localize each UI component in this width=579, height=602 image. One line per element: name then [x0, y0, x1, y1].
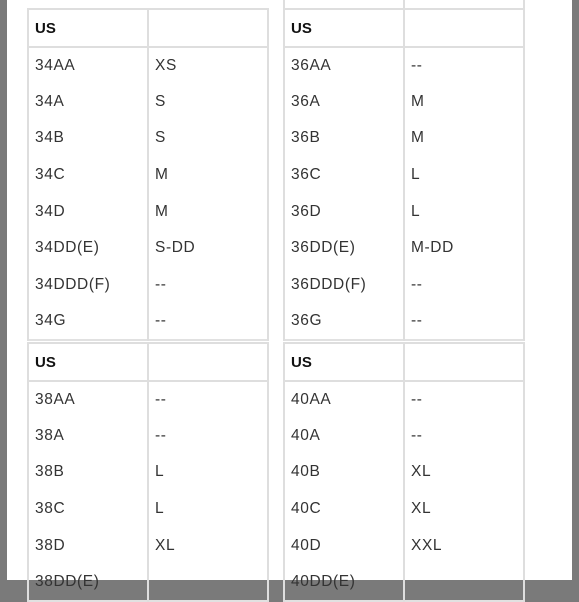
- letter-size-cell: XL: [404, 491, 524, 528]
- letter-size-cell: M-DD: [404, 230, 524, 267]
- us-size-cell: 38DD(E): [28, 564, 148, 601]
- letter-size-cell: --: [148, 418, 268, 455]
- table-row: [28, 381, 268, 418]
- header-size: [404, 343, 524, 381]
- letter-size-cell: S: [148, 120, 268, 157]
- letter-size-cell: [404, 564, 524, 601]
- us-size-cell: 40D: [284, 527, 404, 564]
- header-us: US: [28, 9, 148, 47]
- table-row: [284, 491, 524, 528]
- letter-size-cell: --: [404, 381, 524, 418]
- table-row: [28, 527, 268, 564]
- letter-size-cell: --: [148, 381, 268, 418]
- letter-size-cell: S: [148, 84, 268, 121]
- table-row: [28, 120, 268, 157]
- us-size-cell: 38A: [28, 418, 148, 455]
- table-row: [28, 230, 268, 267]
- us-size-cell: 34DD(E): [28, 230, 148, 267]
- us-size-cell: 38AA: [28, 381, 148, 418]
- table-header-row: [28, 9, 268, 47]
- table-row: [284, 193, 524, 230]
- us-size-cell: 36D: [284, 193, 404, 230]
- table-row: [284, 157, 524, 194]
- table-row: [28, 454, 268, 491]
- letter-size-cell: --: [404, 418, 524, 455]
- us-size-cell: 40C: [284, 491, 404, 528]
- table-row: [284, 454, 524, 491]
- table-row: [284, 47, 524, 84]
- letter-size-cell: L: [148, 454, 268, 491]
- letter-size-cell: --: [404, 267, 524, 304]
- us-size-cell: 34AA: [28, 47, 148, 84]
- table-row: [284, 527, 524, 564]
- table-row: [28, 491, 268, 528]
- size-table-34: [27, 8, 269, 341]
- us-size-cell: 36G: [284, 303, 404, 340]
- table-row: [284, 120, 524, 157]
- us-size-cell: 38B: [28, 454, 148, 491]
- table-row: [284, 230, 524, 267]
- table-row: [28, 418, 268, 455]
- table-row: [28, 564, 268, 601]
- us-size-cell: 36AA: [284, 47, 404, 84]
- table-row: [28, 157, 268, 194]
- table-row: [284, 84, 524, 121]
- letter-size-cell: L: [404, 157, 524, 194]
- header-us: US: [284, 9, 404, 47]
- header-us: US: [28, 343, 148, 381]
- us-size-cell: 36DD(E): [284, 230, 404, 267]
- us-size-cell: 36B: [284, 120, 404, 157]
- us-size-cell: 40DD(E): [284, 564, 404, 601]
- us-size-cell: 40A: [284, 418, 404, 455]
- table-row: [28, 303, 268, 340]
- letter-size-cell: --: [148, 267, 268, 304]
- letter-size-cell: XL: [404, 454, 524, 491]
- table-row: [284, 381, 524, 418]
- letter-size-cell: M: [148, 193, 268, 230]
- us-size-cell: 40B: [284, 454, 404, 491]
- table-header-row: [284, 9, 524, 47]
- letter-size-cell: --: [148, 303, 268, 340]
- us-size-cell: 36C: [284, 157, 404, 194]
- letter-size-cell: M: [404, 120, 524, 157]
- previous-table-divider: [403, 0, 405, 8]
- size-table-36: [283, 8, 525, 341]
- us-size-cell: 34D: [28, 193, 148, 230]
- table-row: [28, 84, 268, 121]
- header-size: [404, 9, 524, 47]
- letter-size-cell: --: [404, 303, 524, 340]
- table-row: [284, 564, 524, 601]
- us-size-cell: 36DDD(F): [284, 267, 404, 304]
- letter-size-cell: M: [404, 84, 524, 121]
- us-size-cell: 34C: [28, 157, 148, 194]
- letter-size-cell: S-DD: [148, 230, 268, 267]
- letter-size-cell: L: [148, 491, 268, 528]
- header-size: [148, 9, 268, 47]
- size-table-40: [283, 342, 525, 602]
- size-table-38: [27, 342, 269, 602]
- letter-size-cell: [148, 564, 268, 601]
- header-us: US: [284, 343, 404, 381]
- us-size-cell: 38D: [28, 527, 148, 564]
- us-size-cell: 34B: [28, 120, 148, 157]
- letter-size-cell: XS: [148, 47, 268, 84]
- letter-size-cell: XL: [148, 527, 268, 564]
- us-size-cell: 34A: [28, 84, 148, 121]
- table-row: [284, 303, 524, 340]
- letter-size-cell: L: [404, 193, 524, 230]
- us-size-cell: 40AA: [284, 381, 404, 418]
- table-row: [28, 267, 268, 304]
- table-row: [28, 47, 268, 84]
- us-size-cell: 34G: [28, 303, 148, 340]
- letter-size-cell: M: [148, 157, 268, 194]
- us-size-cell: 38C: [28, 491, 148, 528]
- table-header-row: [28, 343, 268, 381]
- us-size-cell: 36A: [284, 84, 404, 121]
- table-header-row: [284, 343, 524, 381]
- table-row: [284, 267, 524, 304]
- us-size-cell: 34DDD(F): [28, 267, 148, 304]
- table-row: [284, 418, 524, 455]
- header-size: [148, 343, 268, 381]
- letter-size-cell: XXL: [404, 527, 524, 564]
- letter-size-cell: --: [404, 47, 524, 84]
- table-row: [28, 193, 268, 230]
